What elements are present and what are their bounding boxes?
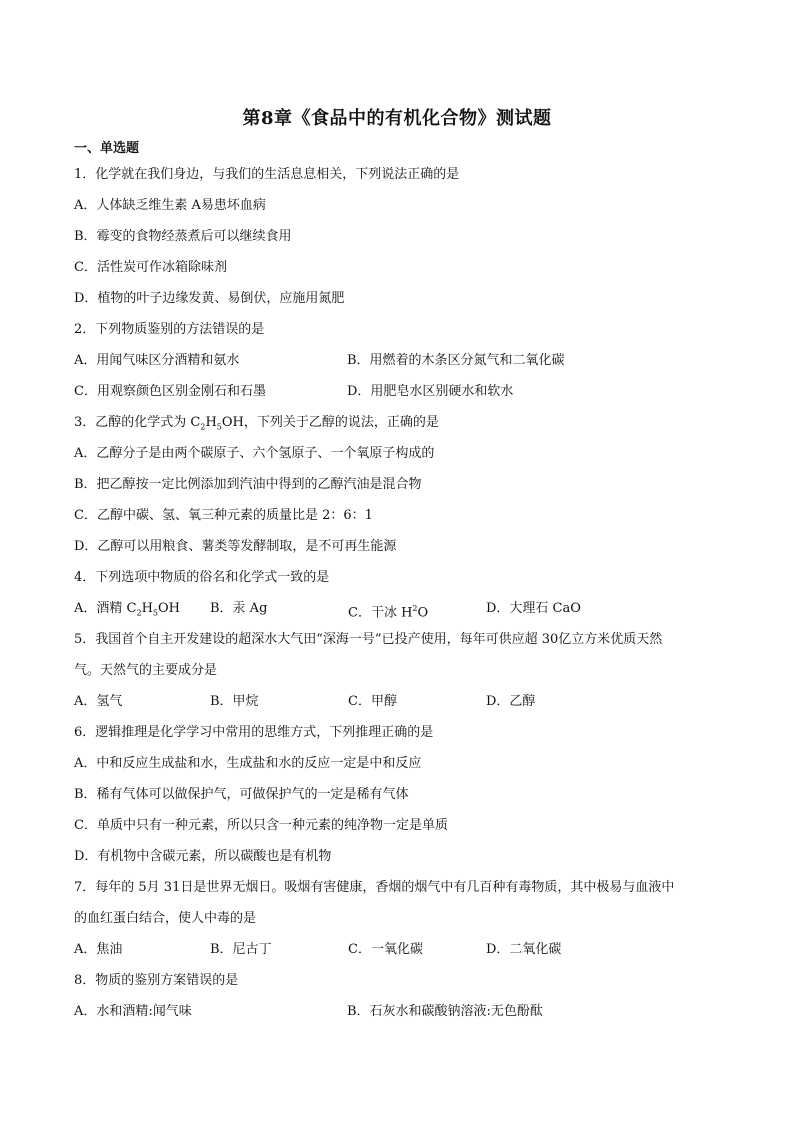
- question-5-stem-line-1: 5．我国首个自主开发建设的超深水大气田“深海一号”已投产使用，每年可供应超 30亿立方米优质天然: [74, 632, 663, 647]
- question-5-option-d: D．乙醇: [486, 694, 536, 709]
- question-2-option-a: A．用闻气味区分酒精和氨水: [74, 353, 240, 368]
- question-2-option-c: C．用观察颜色区别金刚石和石墨: [74, 384, 266, 399]
- question-3-option-b: B．把乙醇按一定比例添加到汽油中得到的乙醇汽油是混合物: [74, 477, 422, 492]
- question-2-option-d: D．用肥皂水区别硬水和软水: [347, 384, 514, 399]
- question-3-stem: 3．乙醇的化学式为 $C_2H_5OH$，下列关于乙醇的说法，正确的是: [74, 415, 439, 432]
- question-6-option-d: D．有机物中含碳元素，所以碳酸也是有机物: [74, 849, 332, 864]
- question-4-option-b: B．汞 Ag: [210, 601, 268, 616]
- question-1-option-a: A．人体缺乏维生素 A易患坏血病: [74, 198, 266, 213]
- question-2-option-b: B．用燃着的木条区分氮气和二氧化碳: [347, 353, 565, 368]
- question-4-option-a: A．酒精 $C_2H_5OH$: [74, 601, 180, 618]
- question-8-stem: 8．物质的鉴别方案错误的是: [74, 973, 239, 988]
- question-7-option-d: D．二氧化碳: [486, 942, 562, 957]
- question-7-option-a: A．焦油: [74, 942, 123, 957]
- question-7-stem-line-2: 的血红蛋白结合，使人中毒的是: [74, 911, 257, 926]
- question-3-option-c: C．乙醇中碳、氢、氧三种元素的质量比是 2：6：1: [74, 508, 373, 523]
- question-7-stem-line-1: 7．每年的 5月 31日是世界无烟日。吸烟有害健康，香烟的烟气中有几百种有毒物质，其中极易与血液中: [74, 880, 675, 895]
- question-5-stem-line-2: 气。天然气的主要成分是: [74, 663, 218, 678]
- question-1-option-b: B．霉变的食物经蒸煮后可以继续食用: [74, 229, 292, 244]
- question-1-stem: 1．化学就在我们身边，与我们的生活息息相关，下列说法正确的是: [74, 167, 460, 182]
- question-4-stem: 4．下列选项中物质的俗名和化学式一致的是: [74, 570, 330, 585]
- question-5-option-a: A．氢气: [74, 694, 123, 709]
- question-8-option-b: B．石灰水和碳酸钠溶液:无色酚酞: [347, 1004, 543, 1019]
- question-2-stem: 2．下列物质鉴别的方法错误的是: [74, 322, 265, 337]
- question-7-option-b: B．尼古丁: [210, 942, 272, 957]
- question-6-stem: 6．逻辑推理是化学学习中常用的思维方式，下列推理正确的是: [74, 725, 434, 740]
- question-3-option-d: D．乙醇可以用粮食、薯类等发酵制取，是不可再生能源: [74, 539, 397, 554]
- question-4-option-d: D．大理石 CaO: [486, 601, 581, 616]
- question-3-option-a: A．乙醇分子是由两个碳原子、六个氢原子、一个氧原子构成的: [74, 446, 435, 461]
- question-1-option-c: C．活性炭可作冰箱除味剂: [74, 260, 227, 275]
- question-5-option-c: C．甲醇: [348, 694, 397, 709]
- question-1-option-d: D．植物的叶子边缘发黄、易倒伏，应施用氮肥: [74, 291, 345, 306]
- page-title: 第8章《食品中的有机化合物》测试题: [242, 108, 552, 129]
- question-7-option-c: C．一氧化碳: [348, 942, 423, 957]
- question-4-option-c: C．干冰 $H^2O$: [348, 604, 429, 621]
- question-5-option-b: B．甲烷: [210, 694, 259, 709]
- question-6-option-a: A．中和反应生成盐和水，生成盐和水的反应一定是中和反应: [74, 756, 422, 771]
- section-heading: 一、单选题: [74, 141, 140, 156]
- question-8-option-a: A．水和酒精:闻气味: [74, 1004, 192, 1019]
- question-6-option-b: B．稀有气体可以做保护气，可做保护气的一定是稀有气体: [74, 787, 409, 802]
- question-6-option-c: C．单质中只有一种元素，所以只含一种元素的纯净物一定是单质: [74, 818, 448, 833]
